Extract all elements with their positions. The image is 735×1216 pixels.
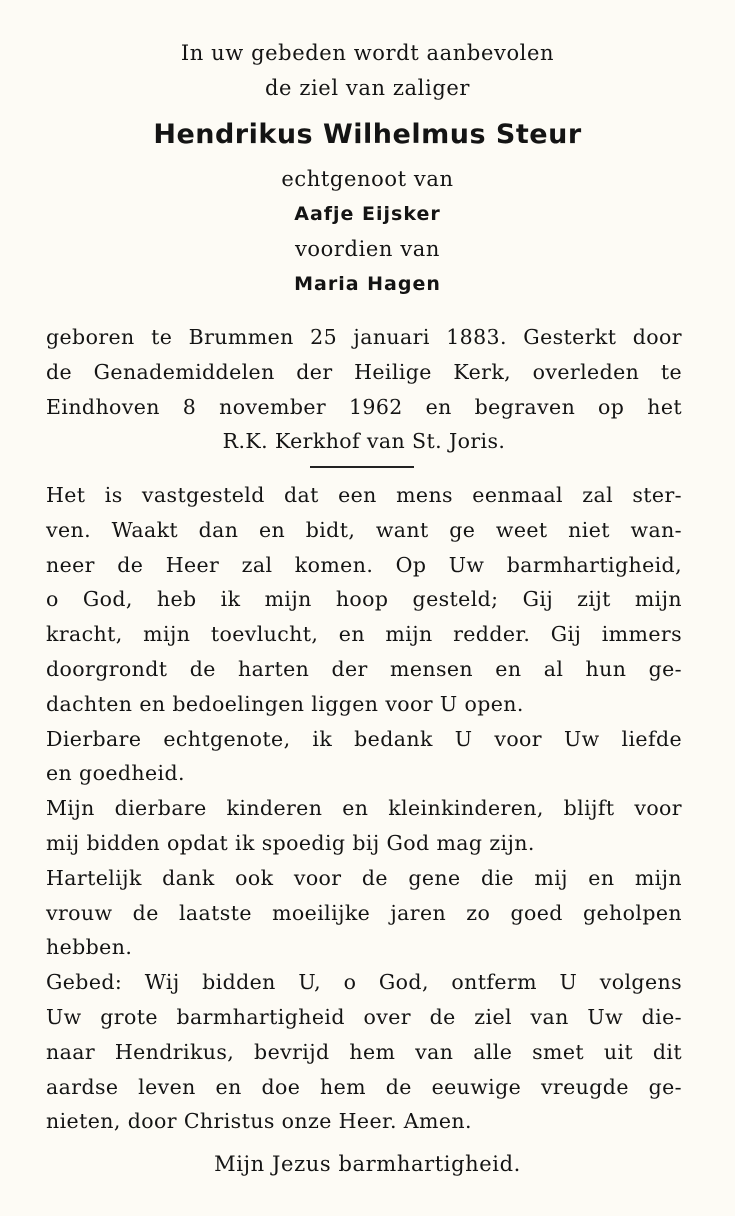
text-line: mij bidden opdat ik spoedig bij God mag zijn. bbox=[46, 830, 535, 855]
text-line: neer de Heer zal komen. Op Uw barmhartigheid, bbox=[46, 552, 682, 577]
deceased-name-block bbox=[0, 117, 735, 152]
biography-line: R.K. Kerkhof van St. Joris. bbox=[222, 429, 506, 454]
text-line: hebben. bbox=[46, 935, 133, 960]
text-line: Het is vastgesteld dat een mens eenmaal zal ster- bbox=[46, 483, 682, 507]
text-line: aardse leven en doe hem de eeuwige vreugde ge- bbox=[46, 1074, 682, 1099]
text-line: Mijn dierbare kinderen en kleinkinderen, blijft voor bbox=[46, 796, 682, 821]
divider-rule bbox=[310, 466, 414, 468]
text-line: Uw grote barmhartigheid over de ziel van Uw die- bbox=[46, 1004, 682, 1029]
biography-line: geboren te Brummen 25 januari 1883. Gesterkt door bbox=[46, 325, 682, 349]
spouse-label: echtgenoot van bbox=[281, 167, 454, 191]
closing-block bbox=[0, 1147, 735, 1182]
biography-paragraph bbox=[46, 320, 682, 459]
biography-line: Eindhoven 8 november 1962 en begraven op het bbox=[46, 394, 682, 419]
spouse-name: Aafje Eijsker bbox=[294, 203, 441, 225]
text-line: naar Hendrikus, bevrijd hem van alle smet uit dit bbox=[46, 1039, 682, 1064]
biography-line: de Genademiddelen der Heilige Kerk, overleden te bbox=[46, 359, 682, 384]
deceased-name: Hendrikus Wilhelmus Steur bbox=[153, 119, 582, 150]
text-line: kracht, mijn toevlucht, en mijn redder. Gij immers bbox=[46, 622, 682, 647]
text-line: vrouw de laatste moeilijke jaren zo goed geholpen bbox=[46, 900, 682, 925]
text-line: Gebed: Wij bidden U, o God, ontferm U volgens bbox=[46, 970, 682, 995]
text-line: Hartelijk dank ook voor de gene die mij en mijn bbox=[46, 865, 682, 890]
former-spouse-name: Maria Hagen bbox=[294, 273, 441, 295]
former-spouse-label: voordien van bbox=[294, 237, 441, 261]
text-line: ven. Waakt dan en bidt, want ge weet niet wan- bbox=[46, 517, 682, 542]
text-line: en goedheid. bbox=[46, 761, 185, 786]
prayer-text bbox=[46, 478, 682, 1139]
closing-line: Mijn Jezus barmhartigheid. bbox=[214, 1152, 521, 1176]
intro-line-2: de ziel van zaliger bbox=[264, 76, 471, 100]
intro-line-1: In uw gebeden wordt aanbevolen bbox=[180, 41, 555, 65]
text-line: o God, heb ik mijn hoop gesteld; Gij zijt mijn bbox=[46, 587, 682, 612]
text-line: Dierbare echtgenote, ik bedank U voor Uw liefde bbox=[46, 726, 682, 751]
text-line: doorgrondt de harten der mensen en al hun ge- bbox=[46, 656, 682, 681]
spouse-block bbox=[0, 162, 735, 302]
text-line: dachten en bedoelingen liggen voor U open. bbox=[46, 691, 524, 716]
text-line: nieten, door Christus onze Heer. Amen. bbox=[46, 1109, 472, 1134]
card-header bbox=[0, 36, 735, 106]
